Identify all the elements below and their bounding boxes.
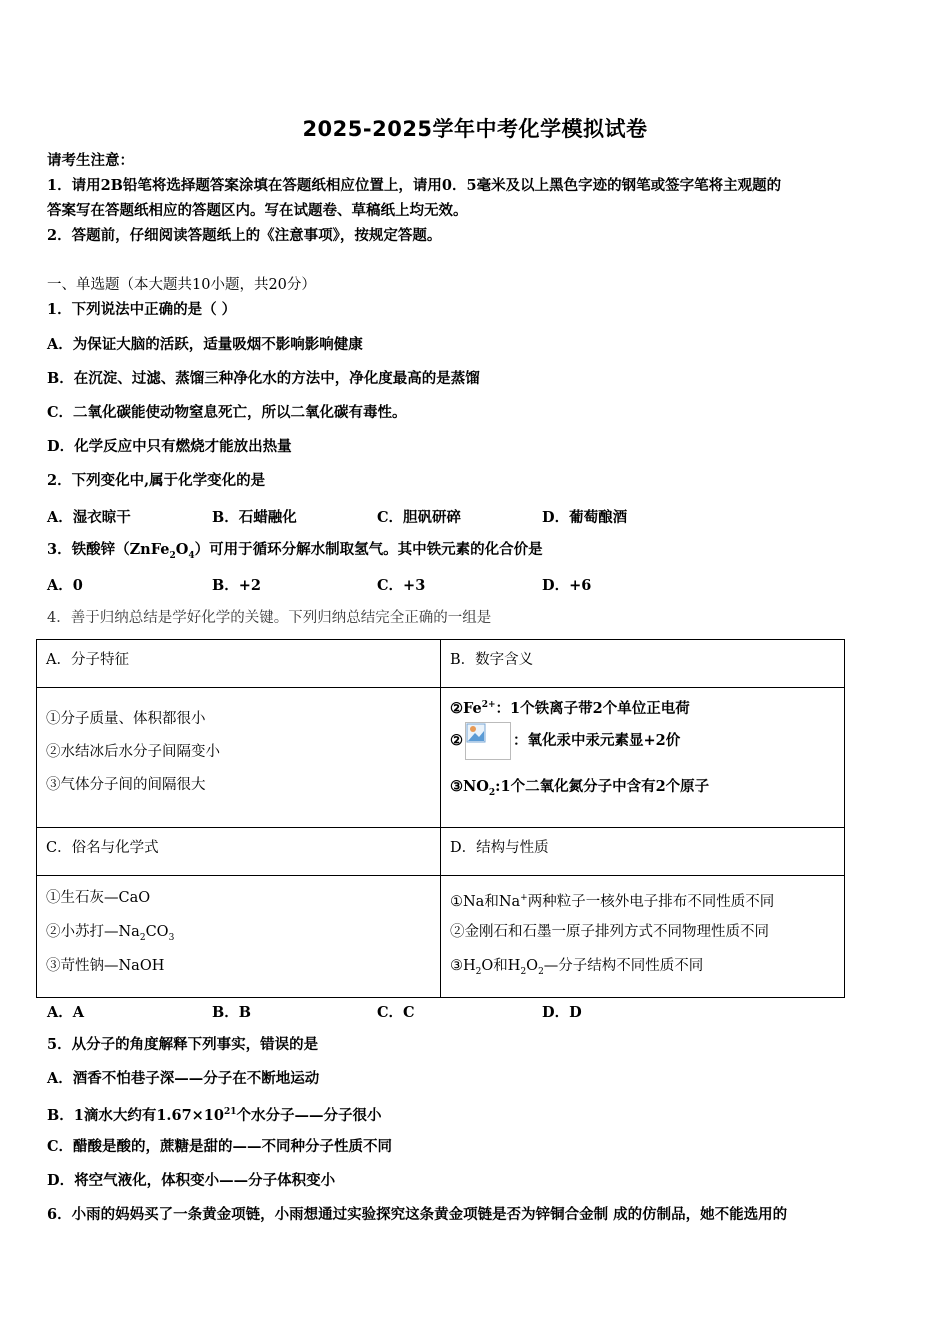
question-1-stem: 1．下列说法中正确的是（ ）	[47, 301, 237, 318]
notice-line-1: 1．请用2B铅笔将选择题答案涂填在答题纸相应位置上，请用0．5毫米及以上黑色字迹的钢笔或签字笔将主观题的	[47, 177, 782, 194]
question-1-option-c: C．二氧化碳能使动物窒息死亡，所以二氧化碳有毒性。	[47, 404, 407, 421]
question-4-option-c: C．C	[377, 1004, 415, 1021]
table-head-d: D．结构与性质	[441, 828, 845, 876]
question-6-stem: 6．小雨的妈妈买了一条黄金项链，小雨想通过实验探究这条黄金项链是否为锌铜合金制 成的仿制品，她不能选用的	[47, 1206, 788, 1223]
question-2-option-d: D．葡萄酿酒	[542, 509, 628, 526]
question-4-option-b: B．B	[212, 1004, 252, 1021]
question-3-option-b: B．+2	[212, 577, 261, 594]
notice-line-2: 答案写在答题纸相应的答题区内。写在试题卷、草稿纸上均无效。	[47, 202, 468, 219]
question-5-option-a: A．酒香不怕巷子深——分子在不断地运动	[47, 1070, 320, 1087]
question-3-option-d: D．+6	[542, 577, 592, 594]
question-2-option-b: B．石蜡融化	[212, 509, 297, 526]
table-head-c: C．俗名与化学式	[37, 828, 441, 876]
question-3-options	[47, 574, 747, 594]
question-3-option-c: C．+3	[377, 577, 426, 594]
question-2-stem: 2．下列变化中,属于化学变化的是	[47, 472, 266, 489]
table-cell-d: ①Na和Na+两种粒子一核外电子排布不同性质不同 ②金刚石和石墨一原子排列方式不同物理性质不同 $③H_2O$和$H_2O_2—$分子结构不同性质不同	[441, 876, 845, 998]
question-2-options	[47, 506, 747, 526]
notice-line-3: 2．答题前，仔细阅读答题纸上的《注意事项》，按规定答题。	[47, 227, 442, 244]
question-2-option-c: C．胆矾研碎	[377, 509, 462, 526]
notice-heading: 请考生注意：	[47, 152, 134, 169]
question-3-stem: 3．铁酸锌$(ZnFe_2O_4)$可用于循环分解水制取氢气。其中铁元素的化合价是	[47, 541, 543, 561]
table-head-a: A．分子特征	[37, 640, 441, 688]
section-heading: 一、单选题（本大题共10小题，共20分）	[47, 277, 316, 293]
question-1-option-a: A．为保证大脑的活跃，适量吸烟不影响影响健康	[47, 336, 363, 353]
page-title: 2025-2025学年中考化学模拟试卷	[302, 117, 648, 141]
table-head-b: B．数字含义	[441, 640, 845, 688]
question-4-option-d: D．D	[542, 1004, 582, 1021]
question-4-options	[47, 1001, 747, 1021]
broken-image-icon	[465, 722, 511, 760]
question-3-option-a: A．0	[47, 577, 83, 594]
question-5-option-c: C．醋酸是酸的，蔗糖是甜的——不同种分子性质不同	[47, 1138, 393, 1155]
question-4-stem: 4．善于归纳总结是学好化学的关键。下列归纳总结完全正确的一组是	[47, 610, 492, 626]
question-2-option-a: A．湿衣晾干	[47, 509, 131, 526]
question-1-option-b: B．在沉淀、过滤、蒸馏三种净化水的方法中，净化度最高的是蒸馏	[47, 370, 480, 387]
table-cell-a: ①分子质量、体积都很小 ②水结冰后水分子间隔变小 ③气体分子间的间隔很大	[37, 688, 441, 828]
question-4-table	[36, 639, 845, 998]
table-cell-c: ①生石灰—CaO ②小苏打$—Na_2CO_3$ ③苛性钠—NaOH	[37, 876, 441, 998]
question-1-option-d: D．化学反应中只有燃烧才能放出热量	[47, 438, 292, 455]
question-4-option-a: A．A	[47, 1004, 85, 1021]
question-5-option-d: D．将空气液化，体积变小——分子体积变小	[47, 1172, 336, 1189]
table-cell-b: $②Fe^{2+}$：1个铁离子带2个单位正电荷 ② ：氧化汞中汞元素显+2价 $③NO_2:1$个二氧化氮分子中含有2个原子	[441, 688, 845, 828]
question-5-option-b: B．1滴水大约有$1.67\times 10^{21}$个水分子——分子很小	[47, 1106, 382, 1124]
question-5-stem: 5．从分子的角度解释下列事实，错误的是	[47, 1036, 319, 1053]
